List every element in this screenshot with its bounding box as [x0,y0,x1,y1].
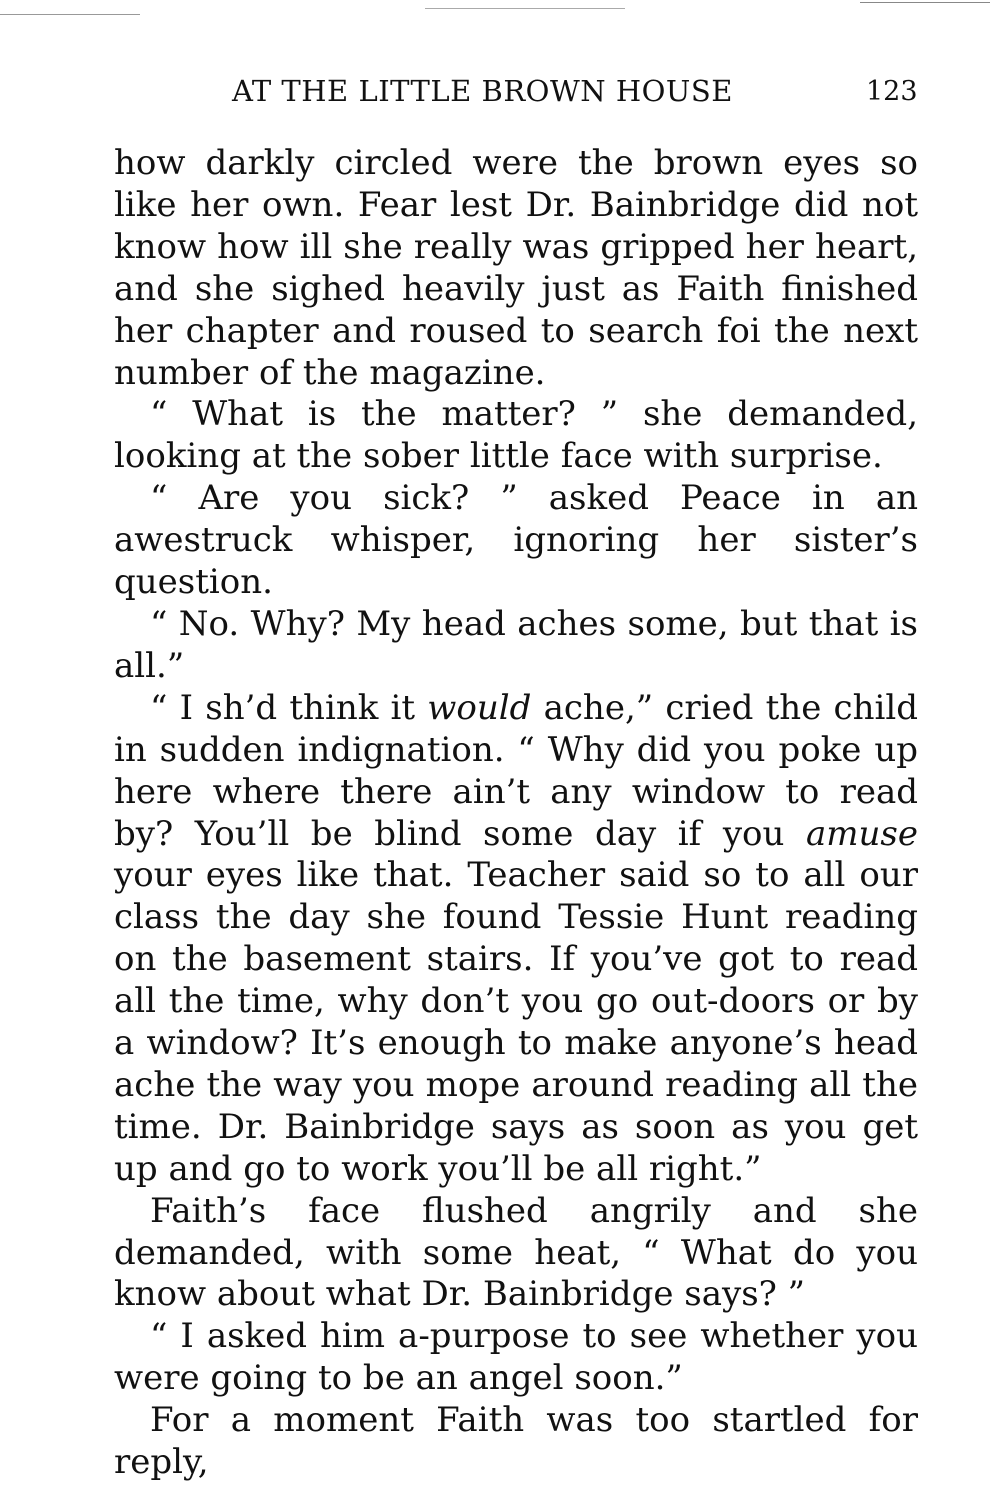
paragraph-text: “ Are you sick? ” asked Peace in an awestruck whisper, ignoring her sister’s question. [114,478,918,603]
paragraph-text: “ No. Why? My head aches some, but that is all.” [114,603,918,686]
paragraph-text: “ What is the matter? ” she demanded, looking at the sober little face with surprise. [114,394,918,477]
paragraph [114,1191,918,1317]
paragraph-text: Faith’s face flushed angrily and she demanded, with some heat, “ What do you know about what Dr. Bainbridge says? ” [114,1190,918,1315]
body-text [114,143,918,1484]
page-header [0,70,1000,120]
paragraph [114,394,918,478]
paragraph-text: your eyes like that. Teacher said so to all our class the day she found Tessie Hunt reading on the basement stairs. If you’ve got to read all the time, why don’t you go out-doors or by a window? It’s enough to make anyone’s head ache the way you mope around reading all the time. Dr. Bainbridge says as soon as you get up and go to work you’ll be all right.” [114,855,918,1189]
scan-mark-top-right [860,2,990,3]
emphasized-text: amuse [806,813,918,854]
paragraph [114,688,918,1191]
emphasized-text: would [427,687,532,728]
scan-mark-top-left [0,14,140,15]
scan-mark-top-center [425,8,625,9]
paragraph [114,1400,918,1484]
paragraph [114,1316,918,1400]
paragraph [114,478,918,604]
running-head: AT THE LITTLE BROWN HOUSE [232,74,733,108]
paragraph-text: how darkly circled were the brown eyes so like her own. Fear lest Dr. Bainbridge did not know how ill she really was gripped her heart, and she sighed heavily just as Faith finished her chapter and roused to search foi the next number of the magazine. [114,143,918,393]
paragraph [114,143,918,394]
paragraph [114,604,918,688]
paragraph-text: For a moment Faith was too startled for reply, [114,1400,918,1483]
paragraph-text: “ I asked him a-purpose to see whether you were going to be an angel soon.” [114,1316,918,1399]
paragraph-text: ache,” cried the child in sudden indignation. “ Why did you poke up here where there ain’t any window to read by? You’ll be blind some day if you [114,687,918,854]
paragraph-text: “ I sh’d think it [150,687,428,728]
page-number: 123 [866,76,918,107]
